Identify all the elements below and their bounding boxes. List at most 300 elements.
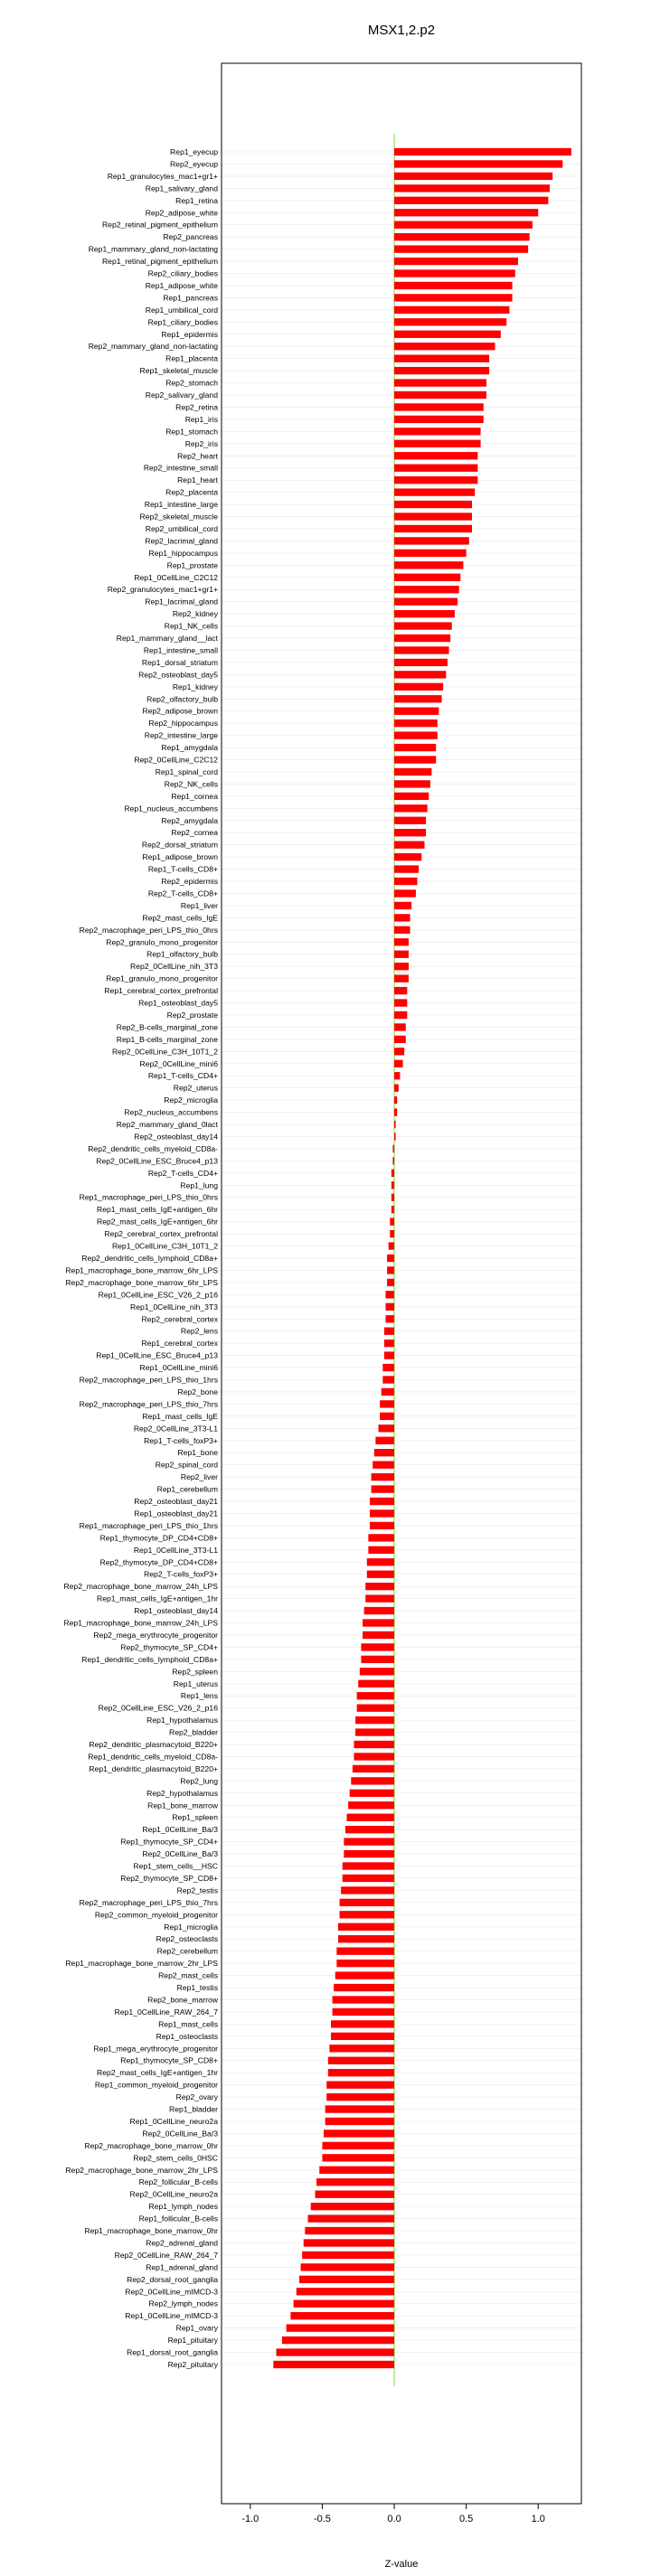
bar xyxy=(297,2288,394,2295)
bar xyxy=(394,768,431,776)
bar xyxy=(344,1850,394,1857)
bar xyxy=(394,659,448,666)
bar xyxy=(304,2239,394,2246)
y-tick-label: Rep2_macrophage_peri_LPS_thio_1hrs xyxy=(79,1375,218,1385)
bar xyxy=(382,1388,394,1396)
y-tick-label: Rep2_thymocyte_SP_CD4+ xyxy=(120,1642,218,1652)
y-tick-label: Rep1_thymocyte_SP_CD4+ xyxy=(120,1837,218,1847)
y-tick-label: Rep1_pancreas xyxy=(163,293,218,303)
y-tick-label: Rep2_T-cells_CD4+ xyxy=(147,1168,218,1178)
bar xyxy=(347,1814,395,1821)
y-tick-label: Rep1_amygdala xyxy=(161,743,218,753)
bar xyxy=(299,2276,394,2283)
y-tick-label: Rep2_amygdala xyxy=(161,815,218,825)
y-tick-label: Rep1_spinal_cord xyxy=(155,766,218,776)
bar xyxy=(394,184,550,192)
y-tick-label: Rep2_macrophage_peri_LPS_thio_7hrs xyxy=(79,1897,218,1907)
bar xyxy=(380,1413,394,1420)
bar xyxy=(394,708,439,715)
y-tick-label: Rep1_B-cells_marginal_zone xyxy=(116,1034,218,1044)
y-tick-label: Rep2_granulo_mono_progenitor xyxy=(106,937,218,947)
bar xyxy=(394,1072,400,1079)
y-tick-label: Rep1_ovary xyxy=(175,2323,218,2333)
y-tick-label: Rep1_dendritic_cells_myeloid_CD8a- xyxy=(88,1752,218,1762)
bar xyxy=(394,525,472,532)
bar xyxy=(382,1364,394,1371)
y-tick-label: Rep1_retina xyxy=(175,195,218,205)
bar xyxy=(322,2154,394,2161)
bar xyxy=(365,1594,394,1602)
y-tick-label: Rep2_macrophage_bone_marrow_6hr_LPS xyxy=(65,1277,218,1287)
x-tick-label: 0.0 xyxy=(387,2514,401,2524)
bar xyxy=(394,902,411,909)
y-tick-label: Rep1_macrophage_bone_marrow_24h_LPS xyxy=(63,1618,218,1628)
y-tick-label: Rep1_cerebral_cortex xyxy=(141,1339,218,1349)
bar xyxy=(324,2129,394,2137)
bar xyxy=(394,550,467,557)
y-tick-label: Rep2_follicular_B-cells xyxy=(138,2177,218,2187)
bar xyxy=(394,512,472,520)
y-tick-label: Rep1_hippocampus xyxy=(148,548,218,558)
y-tick-label: Rep1_hypothalamus xyxy=(146,1716,218,1725)
bar xyxy=(365,1583,394,1590)
y-tick-label: Rep2_pituitary xyxy=(167,2360,218,2369)
bar xyxy=(394,793,429,800)
y-tick-label: Rep2_lymph_nodes xyxy=(148,2299,218,2308)
bar xyxy=(390,1217,394,1225)
bar xyxy=(372,1473,394,1481)
y-tick-label: Rep2_retinal_pigment_epithelium xyxy=(101,220,218,230)
bar xyxy=(308,2214,395,2222)
y-tick-label: Rep2_bladder xyxy=(169,1727,218,1737)
bar xyxy=(315,2191,394,2198)
y-tick-label: Rep2_dorsal_striatum xyxy=(141,840,218,850)
bar xyxy=(350,1790,394,1797)
bar xyxy=(360,1668,394,1675)
y-tick-label: Rep2_retina xyxy=(175,402,218,412)
bar xyxy=(394,951,409,958)
y-tick-label: Rep2_hypothalamus xyxy=(146,1788,218,1798)
y-tick-label: Rep1_adipose_brown xyxy=(142,852,218,862)
bar xyxy=(328,2057,394,2064)
y-tick-label: Rep2_0CellLine_C2C12 xyxy=(134,755,218,765)
bar xyxy=(394,817,426,824)
bar xyxy=(282,2336,394,2344)
y-tick-label: Rep2_NK_cells xyxy=(164,779,218,789)
bar xyxy=(394,269,515,277)
bar xyxy=(367,1558,394,1565)
bar xyxy=(394,331,501,338)
bar xyxy=(385,1303,394,1311)
y-tick-label: Rep1_eyecup xyxy=(169,147,218,156)
bar xyxy=(345,1826,394,1833)
y-tick-label: Rep2_0CellLine_mini6 xyxy=(139,1058,218,1068)
y-tick-label: Rep1_0CellLine_3T3-L1 xyxy=(133,1545,218,1555)
y-tick-label: Rep2_cerebral_cortex xyxy=(141,1314,218,1324)
y-tick-label: Rep1_0CellLine_nih_3T3 xyxy=(130,1302,218,1312)
y-tick-label: Rep1_lung xyxy=(180,1180,218,1190)
y-tick-label: Rep1_umbilical_cord xyxy=(145,305,218,315)
x-tick-label: 1.0 xyxy=(531,2514,545,2524)
y-tick-label: Rep1_osteoblast_day14 xyxy=(134,1606,218,1616)
bar xyxy=(301,2263,394,2270)
bar xyxy=(331,2020,394,2027)
bar xyxy=(394,440,481,447)
y-tick-label: Rep2_adipose_white xyxy=(145,208,218,218)
y-tick-label: Rep1_granulo_mono_progenitor xyxy=(106,973,218,983)
y-tick-label: Rep1_epidermis xyxy=(161,329,218,339)
y-tick-label: Rep1_macrophage_peri_LPS_thio_0hrs xyxy=(79,1192,218,1202)
bar xyxy=(394,646,448,653)
y-tick-label: Rep2_microglia xyxy=(164,1095,218,1105)
bar xyxy=(357,1705,394,1712)
y-tick-label: Rep1_iris xyxy=(184,414,218,424)
y-tick-label: Rep1_T-cells_CD4+ xyxy=(147,1071,218,1081)
y-tick-label: Rep2_mammary_gland_0lact xyxy=(116,1120,218,1130)
y-tick-label: Rep2_0CellLine_ESC_Bruce4_p13 xyxy=(96,1156,218,1166)
bar xyxy=(394,1085,399,1092)
y-tick-label: Rep1_mast_cells_IgE xyxy=(142,1411,218,1421)
x-tick-label: -0.5 xyxy=(313,2514,331,2524)
bar xyxy=(392,1194,394,1201)
bar xyxy=(394,865,419,872)
bar xyxy=(355,1716,394,1724)
y-tick-label: Rep1_prostate xyxy=(166,560,218,570)
y-tick-label: Rep2_common_myeloid_progenitor xyxy=(94,1910,218,1920)
bar xyxy=(394,282,513,289)
y-tick-label: Rep2_mast_cells_IgE xyxy=(142,913,218,923)
y-tick-label: Rep1_0CellLine_Ba/3 xyxy=(142,1825,218,1835)
y-tick-label: Rep2_pancreas xyxy=(163,232,218,242)
y-tick-label: Rep2_heart xyxy=(177,451,218,461)
bar xyxy=(394,1011,407,1019)
bar xyxy=(394,999,407,1006)
bar xyxy=(374,1449,394,1456)
y-tick-label: Rep2_ovary xyxy=(175,2092,218,2102)
y-tick-label: Rep2_osteoblast_day14 xyxy=(134,1132,218,1142)
y-tick-label: Rep2_spinal_cord xyxy=(155,1460,218,1470)
bar xyxy=(394,829,426,836)
bar xyxy=(394,974,409,982)
y-tick-label: Rep1_adipose_white xyxy=(145,280,218,290)
bar xyxy=(394,878,417,885)
y-tick-label: Rep2_osteoblast_day5 xyxy=(138,670,218,680)
bar xyxy=(316,2178,394,2186)
bar xyxy=(367,1571,394,1578)
bar xyxy=(394,476,477,484)
y-tick-label: Rep2_macrophage_bone_marrow_2hr_LPS xyxy=(65,2165,218,2175)
y-tick-label: Rep1_lacrimal_gland xyxy=(145,597,218,606)
y-tick-label: Rep1_stomach xyxy=(165,427,218,437)
bar xyxy=(392,1145,394,1152)
bar xyxy=(394,598,458,606)
bar xyxy=(361,1643,394,1650)
y-tick-label: Rep1_liver xyxy=(180,900,218,910)
y-tick-label: Rep2_macrophage_peri_LPS_thio_0hrs xyxy=(79,925,218,935)
bar xyxy=(338,1923,394,1931)
y-tick-label: Rep2_placenta xyxy=(165,487,218,497)
y-tick-label: Rep2_T-cells_CD8+ xyxy=(147,888,218,898)
bar xyxy=(394,245,528,252)
bar xyxy=(328,2069,394,2076)
y-tick-label: Rep2_olfactory_bulb xyxy=(146,694,218,704)
y-tick-label: Rep1_T-cells_foxP3+ xyxy=(144,1435,218,1445)
bar xyxy=(382,1376,394,1383)
y-tick-label: Rep2_lacrimal_gland xyxy=(145,536,218,546)
bar xyxy=(394,987,407,994)
bar xyxy=(344,1838,394,1845)
bar xyxy=(394,1060,403,1067)
bar xyxy=(392,1206,394,1213)
bar xyxy=(311,2203,394,2210)
bar xyxy=(392,1181,394,1189)
bar xyxy=(394,804,428,812)
bar xyxy=(394,318,506,325)
y-tick-label: Rep1_mast_cells_IgE+antigen_1hr xyxy=(96,1594,218,1603)
y-tick-label: Rep2_granulocytes_mac1+gr1+ xyxy=(107,585,218,595)
y-tick-label: Rep2_adrenal_gland xyxy=(146,2238,218,2248)
bar xyxy=(394,1096,397,1104)
bar xyxy=(363,1619,394,1626)
y-tick-label: Rep2_lens xyxy=(180,1326,218,1336)
bar xyxy=(302,2252,394,2259)
bar xyxy=(394,501,472,508)
y-tick-label: Rep1_cerebral_cortex_prefrontal xyxy=(104,986,218,996)
bar xyxy=(394,294,513,301)
y-tick-label: Rep1_common_myeloid_progenitor xyxy=(94,2080,218,2090)
bar xyxy=(394,343,495,350)
bar xyxy=(358,1680,394,1688)
bar xyxy=(336,1960,394,1967)
y-tick-label: Rep1_heart xyxy=(177,475,218,485)
bar xyxy=(394,635,450,642)
y-tick-label: Rep1_0CellLine_ESC_Bruce4_p13 xyxy=(96,1350,218,1360)
bar xyxy=(394,610,455,617)
y-tick-label: Rep1_nucleus_accumbens xyxy=(124,804,218,813)
bar xyxy=(326,2105,394,2112)
y-tick-label: Rep2_0CellLine_nih_3T3 xyxy=(130,962,218,972)
bar xyxy=(370,1498,394,1505)
bar xyxy=(394,452,477,459)
bar xyxy=(394,671,446,678)
y-tick-label: Rep2_0CellLine_RAW_264_7 xyxy=(114,2250,218,2260)
bar xyxy=(273,2361,394,2368)
y-tick-label: Rep1_adrenal_gland xyxy=(146,2262,218,2272)
bar xyxy=(385,1315,394,1322)
bar xyxy=(341,1886,394,1894)
bar xyxy=(394,465,477,472)
y-tick-label: Rep2_0CellLine_C3H_10T1_2 xyxy=(111,1047,218,1057)
y-tick-label: Rep1_granulocytes_mac1+gr1+ xyxy=(107,171,218,181)
bar xyxy=(326,2093,394,2101)
y-tick-label: Rep2_osteoblast_day21 xyxy=(134,1497,218,1507)
x-axis-label: Z-value xyxy=(384,2559,419,2570)
bar xyxy=(322,2142,394,2149)
bar xyxy=(329,2045,394,2052)
bar xyxy=(343,1862,394,1869)
bar xyxy=(290,2312,394,2319)
y-tick-label: Rep2_adipose_brown xyxy=(142,706,218,716)
bar xyxy=(372,1485,394,1492)
bar xyxy=(390,1230,394,1237)
bar xyxy=(394,537,469,544)
y-tick-label: Rep1_skeletal_muscle xyxy=(139,366,218,376)
y-tick-label: Rep1_macrophage_bone_marrow_0hr xyxy=(84,2226,218,2236)
bar xyxy=(394,367,489,374)
y-tick-label: Rep1_spleen xyxy=(172,1812,218,1822)
y-tick-label: Rep2_intestine_large xyxy=(144,730,218,740)
bar xyxy=(380,1400,394,1407)
x-tick-label: 0.5 xyxy=(458,2514,474,2524)
y-tick-label: Rep2_intestine_small xyxy=(143,463,218,473)
y-tick-label: Rep1_follicular_B-cells xyxy=(138,2214,218,2223)
bar xyxy=(394,731,438,738)
bar xyxy=(368,1547,394,1554)
y-tick-label: Rep1_T-cells_CD8+ xyxy=(147,864,218,874)
bar xyxy=(394,1048,404,1055)
bar xyxy=(394,258,518,265)
y-tick-label: Rep1_osteoblast_day21 xyxy=(134,1509,218,1518)
y-tick-label: Rep1_osteoblast_day5 xyxy=(138,998,218,1008)
bar xyxy=(394,488,475,495)
bar xyxy=(363,1631,394,1639)
y-tick-label: Rep2_mast_cells_IgE+antigen_1hr xyxy=(96,2068,218,2078)
bar xyxy=(392,1157,394,1164)
bar xyxy=(394,379,486,386)
y-tick-label: Rep2_iris xyxy=(184,438,218,448)
y-tick-label: Rep1_bone_marrow xyxy=(147,1800,218,1810)
bar xyxy=(351,1777,394,1784)
bar xyxy=(394,963,409,970)
bar xyxy=(394,197,548,204)
bar xyxy=(370,1509,394,1517)
bar xyxy=(394,306,509,314)
y-tick-label: Rep1_macrophage_bone_marrow_2hr_LPS xyxy=(65,1959,218,1969)
bar xyxy=(387,1266,394,1274)
bar xyxy=(348,1801,394,1809)
y-tick-label: Rep2_macrophage_peri_LPS_thio_7hrs xyxy=(79,1399,218,1409)
y-tick-label: Rep1_osteoclasts xyxy=(156,2031,218,2041)
y-tick-label: Rep2_uterus xyxy=(173,1083,218,1093)
y-tick-label: Rep1_cornea xyxy=(171,791,218,801)
bar xyxy=(379,1424,395,1432)
y-tick-label: Rep2_stem_cells_0HSC xyxy=(133,2153,218,2163)
y-tick-label: Rep1_bladder xyxy=(169,2104,218,2114)
y-tick-label: Rep1_intestine_large xyxy=(144,500,218,510)
y-tick-label: Rep2_umbilical_cord xyxy=(145,523,218,533)
bar xyxy=(394,574,460,581)
y-tick-label: Rep1_0CellLine_RAW_264_7 xyxy=(114,2007,218,2017)
y-tick-label: Rep2_0CellLine_Ba/3 xyxy=(142,2129,218,2139)
bar xyxy=(357,1692,394,1699)
y-tick-label: Rep2_osteoclasts xyxy=(156,1934,218,1944)
bar xyxy=(354,1741,394,1748)
bar xyxy=(355,1728,394,1735)
y-tick-label: Rep2_salivary_gland xyxy=(145,390,218,400)
bar xyxy=(394,148,571,155)
y-tick-label: Rep1_pituitary xyxy=(167,2336,218,2346)
chart-title: MSX1,2.p2 xyxy=(367,23,436,38)
y-tick-label: Rep2_cornea xyxy=(171,828,218,838)
y-tick-label: Rep2_epidermis xyxy=(161,877,218,887)
y-tick-label: Rep1_dendritic_cells_lymphoid_CD8a+ xyxy=(81,1654,218,1664)
y-tick-label: Rep2_macrophage_bone_marrow_0hr xyxy=(84,2140,218,2150)
bar xyxy=(340,1911,394,1918)
y-tick-label: Rep1_0CellLine_mini6 xyxy=(139,1363,218,1373)
y-tick-label: Rep1_stem_cells__HSC xyxy=(133,1861,218,1871)
y-tick-label: Rep2_dendritic_cells_myeloid_CD8a- xyxy=(88,1143,218,1153)
bar xyxy=(394,889,416,897)
bar xyxy=(384,1340,394,1347)
bar xyxy=(368,1534,394,1541)
bar xyxy=(394,780,430,787)
bar xyxy=(394,744,436,751)
y-tick-label: Rep1_0CellLine_C3H_10T1_2 xyxy=(111,1241,218,1251)
bar xyxy=(394,853,421,860)
bar xyxy=(319,2167,394,2174)
bar xyxy=(276,2348,394,2355)
bar xyxy=(338,1935,394,1942)
y-tick-label: Rep2_thymocyte_SP_CD8+ xyxy=(120,1873,218,1883)
y-tick-label: Rep2_cerebral_cortex_prefrontal xyxy=(104,1229,218,1239)
y-tick-label: Rep1_lymph_nodes xyxy=(148,2202,218,2212)
bar xyxy=(331,2033,394,2040)
bar xyxy=(294,2300,394,2308)
bar xyxy=(394,221,533,229)
y-tick-label: Rep1_mast_cells_IgE+antigen_6hr xyxy=(96,1205,218,1215)
bar xyxy=(394,586,459,593)
y-tick-label: Rep2_lung xyxy=(180,1776,218,1786)
bar xyxy=(394,160,562,167)
bar xyxy=(394,561,463,569)
y-tick-label: Rep1_macrophage_peri_LPS_thio_1hrs xyxy=(79,1520,218,1530)
y-tick-label: Rep1_kidney xyxy=(172,682,218,691)
bar xyxy=(364,1607,394,1614)
y-tick-label: Rep2_dendritic_cells_lymphoid_CD8a+ xyxy=(81,1254,218,1263)
bar xyxy=(361,1656,394,1663)
bar xyxy=(394,354,489,362)
bar xyxy=(394,841,424,849)
bar xyxy=(373,1461,394,1468)
bar xyxy=(394,719,438,727)
bar xyxy=(394,914,410,921)
y-tick-label: Rep1_placenta xyxy=(165,353,218,363)
bar xyxy=(394,622,452,629)
y-tick-label: Rep1_thymocyte_DP_CD4+CD8+ xyxy=(99,1533,218,1543)
y-tick-label: Rep1_salivary_gland xyxy=(145,183,218,193)
y-tick-label: Rep1_0CellLine_neuro2a xyxy=(129,2116,218,2126)
bar xyxy=(343,1875,394,1882)
y-tick-label: Rep2_bone xyxy=(177,1387,218,1396)
y-tick-label: Rep2_cerebellum xyxy=(156,1946,218,1956)
y-tick-label: Rep1_0CellLine_ESC_V26_2_p16 xyxy=(98,1290,218,1300)
y-tick-label: Rep2_eyecup xyxy=(169,159,218,169)
y-tick-label: Rep2_kidney xyxy=(172,609,218,619)
y-tick-label: Rep2_T-cells_foxP3+ xyxy=(144,1569,218,1579)
bar xyxy=(392,1170,394,1177)
bar xyxy=(394,1121,396,1128)
y-tick-label: Rep2_mega_erythrocyte_progenitor xyxy=(93,1630,218,1640)
bar xyxy=(394,391,486,399)
bar xyxy=(334,1984,394,1991)
bar xyxy=(384,1328,394,1335)
y-tick-label: Rep1_0CellLine_mIMCD-3 xyxy=(125,2311,218,2321)
bar xyxy=(394,209,538,216)
bar xyxy=(387,1255,394,1262)
y-tick-label: Rep1_thymocyte_SP_CD8+ xyxy=(120,2055,218,2065)
y-tick-label: Rep1_intestine_small xyxy=(143,645,218,655)
y-tick-label: Rep2_0CellLine_3T3-L1 xyxy=(133,1424,218,1434)
